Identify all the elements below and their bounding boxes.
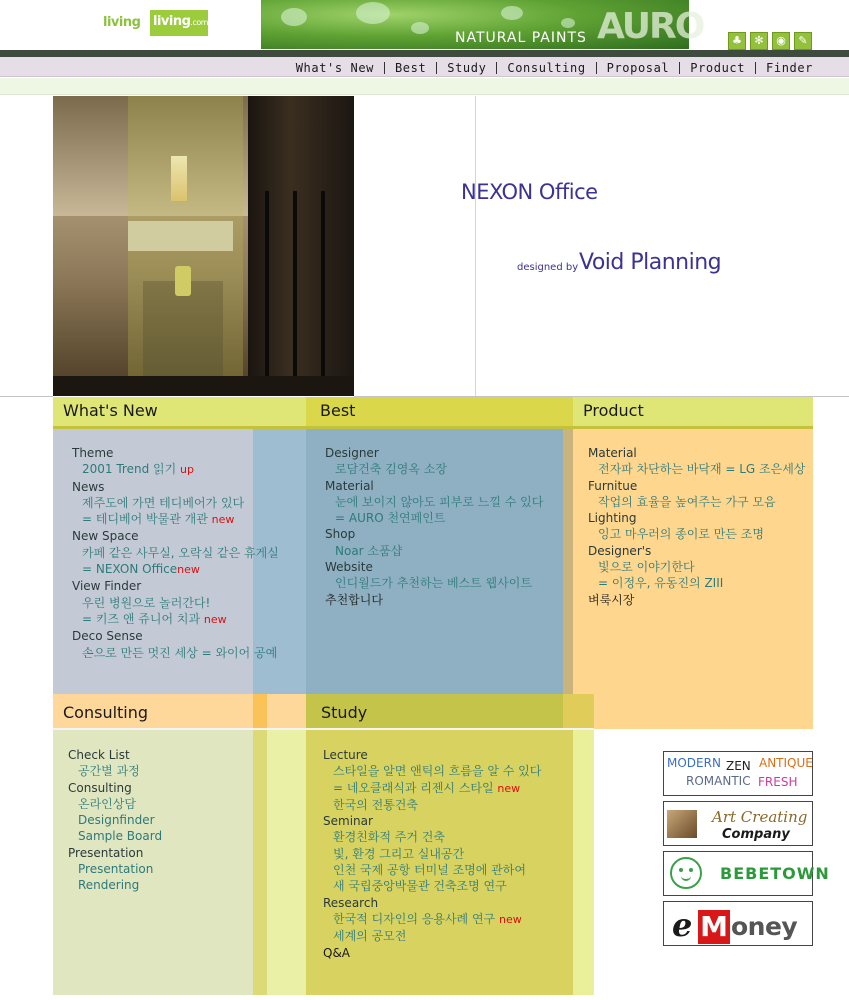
emoney-rest: oney: [731, 912, 798, 941]
menu-link-text: 공간별 과정: [78, 764, 140, 779]
menu-link-text: = 이정우, 유동진의 ZIII: [598, 576, 724, 591]
menu-category: Theme: [72, 446, 114, 460]
menu-link[interactable]: [323, 763, 541, 779]
consulting-body-accent-2: [267, 730, 306, 995]
menu-category: Lecture: [323, 748, 368, 762]
menu-category: Shop: [325, 527, 356, 542]
consulting-heading[interactable]: Consulting: [63, 703, 149, 722]
nav-finder[interactable]: Finder: [766, 61, 813, 75]
menu-link[interactable]: [323, 928, 541, 944]
menu-link[interactable]: [323, 862, 541, 878]
menu-link-text: = 네오클래식과 리젠시 스타일: [333, 780, 498, 795]
menu-category: Deco Sense: [72, 629, 143, 644]
menu-footer-link[interactable]: 벼룩시장: [588, 592, 635, 607]
sub-strip: [0, 78, 849, 95]
menu-link[interactable]: [588, 526, 805, 542]
style-fresh: FRESH: [758, 775, 798, 789]
menu-category: Lighting: [588, 511, 637, 526]
nav-consulting[interactable]: Consulting: [507, 61, 586, 75]
emoney-m: M: [698, 910, 730, 944]
menu-link[interactable]: [68, 763, 162, 779]
tree-icon[interactable]: ♣: [728, 32, 746, 50]
menu-link-text: 인디월드가 추천하는 베스트 웹사이트: [335, 576, 532, 591]
main-nav: [286, 60, 813, 76]
menu-link-text: 온라인상담: [78, 796, 136, 811]
menu-link[interactable]: [325, 543, 543, 559]
menu-link[interactable]: [323, 780, 541, 797]
hero-designed-by: designed by: [517, 262, 579, 273]
style-modern: MODERN: [667, 756, 721, 770]
menu-link-text: 우린 병원으로 놀러간다!: [82, 595, 211, 610]
nav-best[interactable]: Best: [394, 61, 427, 75]
menu-link[interactable]: [588, 575, 805, 591]
menu-category: View Finder: [72, 579, 142, 594]
menu-link[interactable]: [72, 645, 279, 661]
menu-link[interactable]: [323, 829, 541, 845]
best-heading[interactable]: Best: [320, 401, 356, 420]
menu-link[interactable]: [68, 861, 162, 877]
auro-banner[interactable]: [261, 0, 704, 49]
flower-icon[interactable]: ✻: [750, 32, 768, 50]
consulting-menu: [68, 747, 162, 894]
new-badge: new: [211, 513, 235, 527]
menu-category: Seminar: [323, 814, 373, 829]
style-ad[interactable]: [663, 751, 813, 796]
product-menu: [588, 445, 805, 608]
banner-brand: AURO: [597, 6, 704, 47]
menu-link[interactable]: [72, 461, 279, 478]
study-header-accent: [563, 694, 594, 728]
logo-text-1: living: [103, 15, 141, 30]
menu-link-text: 한국의 전통건축: [333, 797, 418, 812]
menu-link-text: 인천 국제 공항 터미널 조명에 관하여: [333, 863, 526, 878]
art-thumb-icon: [667, 810, 697, 838]
menu-link-text: Presentation: [78, 862, 154, 877]
whats-new-menu: [72, 445, 279, 661]
menu-link[interactable]: [72, 561, 279, 578]
menu-link-text: 새 국립중앙박물관 건축조명 연구: [333, 879, 507, 894]
nav-proposal[interactable]: Proposal: [606, 61, 670, 75]
menu-category: Consulting: [68, 780, 132, 795]
baby-face-icon: [670, 857, 702, 889]
product-heading[interactable]: Product: [583, 401, 644, 420]
menu-link[interactable]: [68, 796, 162, 812]
bebetown-ad[interactable]: [663, 851, 830, 896]
header-divider: [0, 50, 849, 57]
consulting-body-accent: [253, 730, 267, 995]
menu-link-text: = NEXON Office: [82, 562, 178, 577]
bebetown-text: BEBETOWN: [720, 864, 830, 883]
menu-category: Research: [323, 895, 379, 910]
eye-icon[interactable]: ◉: [772, 32, 790, 50]
art-creating-ad[interactable]: [663, 801, 813, 846]
menu-link[interactable]: [68, 812, 162, 828]
menu-category: Presentation: [68, 845, 144, 860]
consulting-header-accent: [253, 694, 267, 728]
menu-link-text: 빛, 환경 그리고 실내공간: [333, 846, 465, 861]
menu-link-text: = 테디베어 박물관 개관: [82, 512, 212, 527]
emoney-ad[interactable]: [663, 901, 813, 946]
menu-category: Furnitue: [588, 478, 638, 493]
hero-photo[interactable]: [53, 96, 354, 396]
menu-link-text: 스타일을 알면 앤틱의 흐름을 알 수 있다: [333, 764, 542, 779]
whats-new-heading[interactable]: What's New: [63, 401, 158, 420]
menu-link[interactable]: [323, 797, 541, 813]
new-badge: new: [498, 912, 522, 926]
menu-link-text: 로담건축 김영옥 소장: [335, 462, 447, 477]
menu-link-text: 눈에 보이지 않아도 피부로 느낄 수 있다: [335, 494, 544, 509]
menu-link-text: Rendering: [78, 878, 140, 893]
menu-link-text: 카페 같은 사무실, 오락실 같은 휴게실: [82, 545, 279, 560]
menu-link[interactable]: [325, 494, 543, 510]
banner-caption: NATURAL PAINTS: [455, 30, 587, 46]
menu-link[interactable]: [68, 828, 162, 844]
menu-footer-link[interactable]: 추천합니다: [325, 592, 383, 607]
nav-study[interactable]: Study: [447, 61, 487, 75]
menu-link[interactable]: [68, 877, 162, 893]
study-body-accent: [573, 730, 594, 995]
menu-link[interactable]: [325, 510, 543, 526]
hero-bottom-line-left: [0, 396, 53, 397]
best-body-accent: [563, 429, 573, 694]
menu-link-text: 한국적 디자인의 응용사례 연구: [333, 911, 499, 926]
menu-link[interactable]: [323, 911, 541, 928]
new-badge: new: [177, 563, 200, 577]
menu-category: Check List: [68, 748, 130, 762]
menu-link-text: 세계의 공모전: [333, 929, 407, 944]
menu-link[interactable]: [588, 461, 805, 477]
new-badge: up: [180, 463, 194, 477]
menu-link-text: Sample Board: [78, 829, 163, 844]
menu-link-text: 손으로 만든 멋진 세상 = 와이어 공예: [82, 645, 278, 660]
menu-link-text: 환경친화적 주거 건축: [333, 830, 445, 845]
menu-link[interactable]: [325, 461, 543, 477]
menu-category: Material: [588, 446, 637, 460]
hero-title[interactable]: NEXON Office: [461, 180, 598, 204]
menu-category: Designer's: [588, 543, 652, 558]
study-menu: [323, 747, 541, 961]
menu-link-text: 잉고 마우러의 종이로 만든 조명: [598, 527, 764, 542]
menu-link-text: Noar 소품샵: [335, 543, 403, 558]
menu-link[interactable]: [323, 846, 541, 862]
style-zen: ZEN: [726, 759, 751, 773]
menu-link[interactable]: [72, 595, 279, 611]
menu-link[interactable]: [325, 575, 543, 591]
art-line-1: Art Creating: [712, 808, 808, 826]
site-logo[interactable]: [100, 6, 212, 40]
menu-link[interactable]: [72, 495, 279, 511]
best-menu: [325, 445, 543, 608]
new-badge: new: [203, 612, 227, 626]
nav-product[interactable]: Product: [690, 61, 746, 75]
menu-link-text: 빛으로 이야기한다: [598, 560, 695, 575]
menu-link[interactable]: [72, 545, 279, 561]
menu-link[interactable]: [588, 559, 805, 575]
menu-link[interactable]: [588, 494, 805, 510]
menu-category: New Space: [72, 529, 139, 544]
menu-link[interactable]: [323, 878, 541, 894]
menu-footer-link[interactable]: Q&A: [323, 945, 351, 960]
menu-link-text: 작업의 효율을 높여주는 가구 모음: [598, 494, 776, 509]
art-line-2: Company: [722, 827, 790, 842]
menu-link-text: 전자파 차단하는 바닥재 = LG 조은세상: [598, 462, 806, 477]
style-antique: ANTIQUE: [759, 756, 813, 770]
logo-text-2: living.com: [150, 10, 208, 36]
menu-category: Material: [325, 478, 374, 493]
menu-link[interactable]: [72, 511, 279, 528]
menu-link[interactable]: [72, 611, 279, 628]
new-badge: new: [497, 781, 521, 795]
menu-link-text: = AURO 천연페인트: [335, 511, 446, 526]
hero-divider: [475, 96, 476, 396]
menu-link-text: = 키즈 앤 쥬니어 치과: [82, 611, 204, 626]
consulting-header-accent-2: [267, 694, 306, 728]
style-romantic: ROMANTIC: [686, 774, 751, 788]
study-heading[interactable]: Study: [321, 703, 368, 722]
emoney-e: e: [672, 906, 693, 944]
menu-link-text: Designfinder: [78, 813, 155, 828]
menu-category: Website: [325, 560, 373, 575]
menu-link-text: 2001 Trend 읽기: [82, 462, 181, 477]
menu-link-text: 제주도에 가면 테디베어가 있다: [82, 495, 245, 510]
hero-designer[interactable]: Void Planning: [579, 250, 722, 275]
pencil-icon[interactable]: ✎: [794, 32, 812, 50]
menu-category: News: [72, 479, 105, 494]
menu-category: Designer: [325, 446, 379, 460]
nav-whats-new[interactable]: What's New: [295, 61, 374, 75]
